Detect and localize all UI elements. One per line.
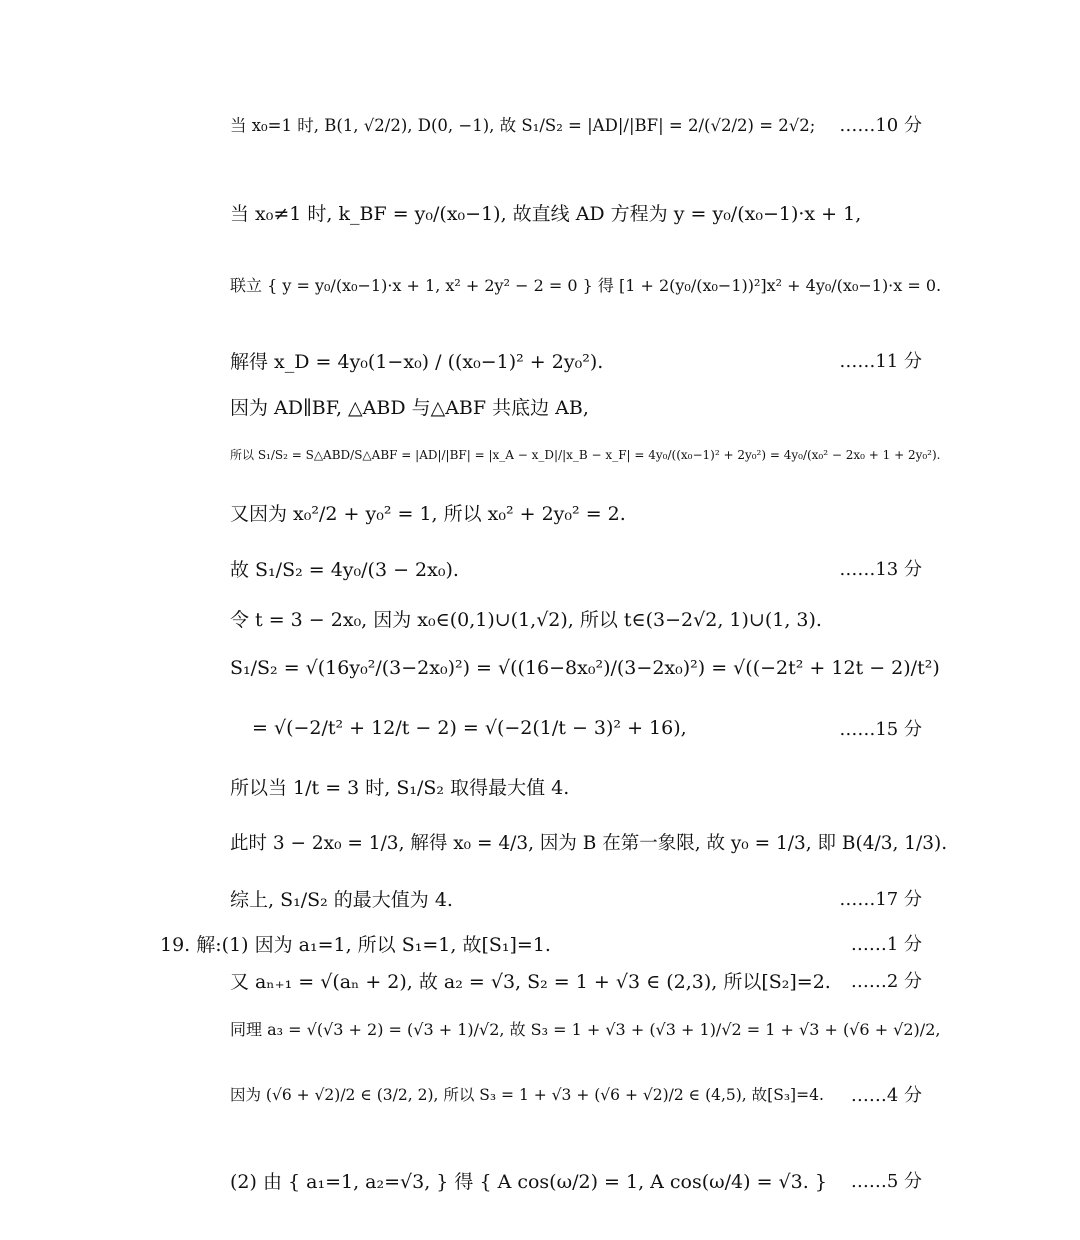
- line-2: [0, 190, 1080, 234]
- line-8-text: 故 S₁/S₂ = 4y₀/(3 − 2x₀).: [230, 558, 459, 581]
- line-6: [0, 432, 1080, 476]
- line-15-text: 19. 解:(1) 因为 a₁=1, 所以 S₁=1, 故[S₁]=1.: [160, 933, 551, 956]
- line-17-text: 同理 a₃ = √(√3 + 2) = (√3 + 1)/√2, 故 S₃ = 1 + √3 + (√3 + 1)/√2 = 1 + √3 + (√6 + √2)/2,: [230, 1019, 941, 1039]
- line-2-text: 当 x₀≠1 时, k_BF = y₀/(x₀−1), 故直线 AD 方程为 y = y₀/(x₀−1)·x + 1,: [230, 202, 862, 225]
- line-1-score: ……10 分: [839, 115, 922, 136]
- line-18-text: 因为 (√6 + √2)/2 ∈ (3/2, 2), 所以 S₃ = 1 + √3 + (√6 + √2)/2 ∈ (4,5), 故[S₃]=4.: [230, 1086, 824, 1104]
- line-1-text: 当 x₀=1 时, B(1, √2/2), D(0, −1), 故 S₁/S₂ = |AD|/|BF| = 2/(√2/2) = 2√2;: [230, 116, 816, 135]
- line-11: [0, 706, 1080, 750]
- line-12-text: 所以当 1/t = 3 时, S₁/S₂ 取得最大值 4.: [230, 776, 570, 799]
- line-7: [0, 490, 1080, 534]
- line-5-text: 因为 AD∥BF, △ABD 与△ABF 共底边 AB,: [230, 396, 589, 419]
- line-16-text: 又 aₙ₊₁ = √(aₙ + 2), 故 a₂ = √3, S₂ = 1 + √3 ∈ (2,3), 所以[S₂]=2.: [230, 970, 831, 993]
- line-3: [0, 262, 1080, 306]
- line-6-text: 所以 S₁/S₂ = S△ABD/S△ABF = |AD|/|BF| = |x_A − x_D|/|x_B − x_F| = 4y₀/((x₀−1)² + 2y₀²) = 4y₀/(x₀² − 2x₀ + 1 + 2y₀²).: [230, 447, 941, 462]
- line-10-text: S₁/S₂ = √(16y₀²/(3−2x₀)²) = √((16−8x₀²)/(3−2x₀)²) = √((−2t² + 12t − 2)/t²): [230, 657, 940, 679]
- line-19-score: ……5 分: [850, 1171, 922, 1192]
- line-19-text: (2) 由 { a₁=1, a₂=√3, } 得 { A cos(ω/2) = 1, A cos(ω/4) = √3. }: [230, 1170, 827, 1193]
- line-9: [0, 598, 1080, 638]
- line-14-text: 综上, S₁/S₂ 的最大值为 4.: [230, 888, 453, 911]
- line-9-text: 令 t = 3 − 2x₀, 因为 x₀∈(0,1)∪(1,√2), 所以 t∈(3−2√2, 1)∪(1, 3).: [230, 608, 822, 631]
- line-11-text: = √(−2/t² + 12/t − 2) = √(−2(1/t − 3)² + 16),: [252, 717, 687, 739]
- line-10: [0, 644, 1080, 692]
- line-14-score: ……17 分: [839, 889, 922, 910]
- line-18-score: ……4 分: [850, 1085, 922, 1106]
- line-7-text: 又因为 x₀²/2 + y₀² = 1, 所以 x₀² + 2y₀² = 2.: [230, 502, 626, 525]
- line-18: [0, 1072, 1080, 1116]
- line-5: [0, 386, 1080, 426]
- line-4: [0, 338, 1080, 382]
- line-16-score: ……2 分: [850, 971, 922, 992]
- line-19: [0, 1150, 1080, 1210]
- line-12: [0, 764, 1080, 808]
- line-3-text: 联立 { y = y₀/(x₀−1)·x + 1, x² + 2y² − 2 = 0 } 得 [1 + 2(y₀/(x₀−1))²]x² + 4y₀/(x₀−1)·x = 0.: [230, 275, 942, 295]
- line-4-text: 解得 x_D = 4y₀(1−x₀) / ((x₀−1)² + 2y₀²).: [230, 350, 604, 373]
- line-13-text: 此时 3 − 2x₀ = 1/3, 解得 x₀ = 4/3, 因为 B 在第一象限, 故 y₀ = 1/3, 即 B(4/3, 1/3).: [230, 833, 948, 854]
- line-1: [0, 102, 1080, 146]
- line-14: [0, 876, 1080, 920]
- line-8: [0, 546, 1080, 590]
- line-8-score: ……13 分: [839, 559, 922, 580]
- line-17: [0, 1006, 1080, 1050]
- line-16: [0, 962, 1080, 998]
- line-4-score: ……11 分: [839, 351, 922, 372]
- line-15: [0, 926, 1080, 960]
- line-15-score: ……1 分: [850, 934, 922, 955]
- line-11-score: ……15 分: [839, 719, 922, 740]
- line-13: [0, 820, 1080, 864]
